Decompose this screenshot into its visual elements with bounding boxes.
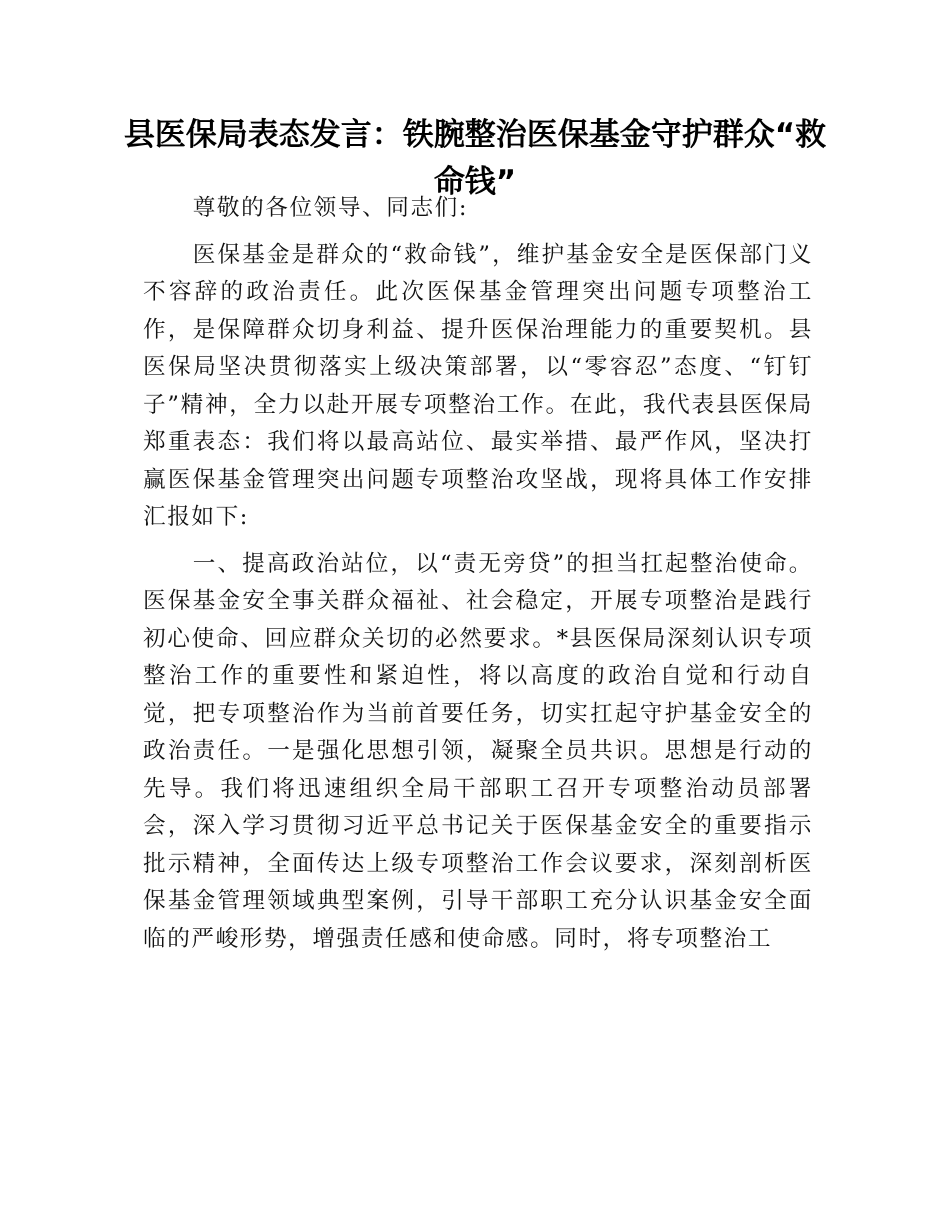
paragraph-section-one: 一、提高政治站位，以“责无旁贷”的担当扛起整治使命。医保基金安全事关群众福祉、社会稳定，开展专项整治是践行初心使命、回应群众关切的必然要求。*县医保局深刻认识专项整治工作的重要性和紧迫性，将以高度的政治自觉和行动自觉，把专项整治作为当前首要任务，切实扛起守护基金安全的政治责任。一是强化思想引领，凝聚全员共识。思想是行动的先导。我们将迅速组织全局干部职工召开专项整治动员部署会，深入学习贯彻习近平总书记关于医保基金安全的重要指示批示精神，全面传达上级专项整治工作会议要求，深刻剖析医保基金管理领域典型案例，引导干部职工充分认识基金安全面临的严峻形势，增强责任感和使命感。同时，将专项整治工: [143, 550, 813, 952]
paragraph-intro: 医保基金是群众的“救命钱”，维护基金安全是医保部门义不容辞的政治责任。此次医保基金管理突出问题专项整治工作，是保障群众切身利益、提升医保治理能力的重要契机。县医保局坚决贯彻落实上级决策部署，以“零容忍”态度、“钉钉子”精神，全力以赴开展专项整治工作。在此，我代表县医保局郑重表态：我们将以最高站位、最实举措、最严作风，坚决打赢医保基金管理突出问题专项整治攻坚战，现将具体工作安排汇报如下:: [143, 241, 813, 530]
document-title: 县医保局表态发言：铁腕整治医保基金守护群众“救命钱”: [123, 117, 827, 200]
document-body: [143, 190, 813, 967]
salutation: 尊敬的各位领导、同志们:: [192, 195, 469, 221]
